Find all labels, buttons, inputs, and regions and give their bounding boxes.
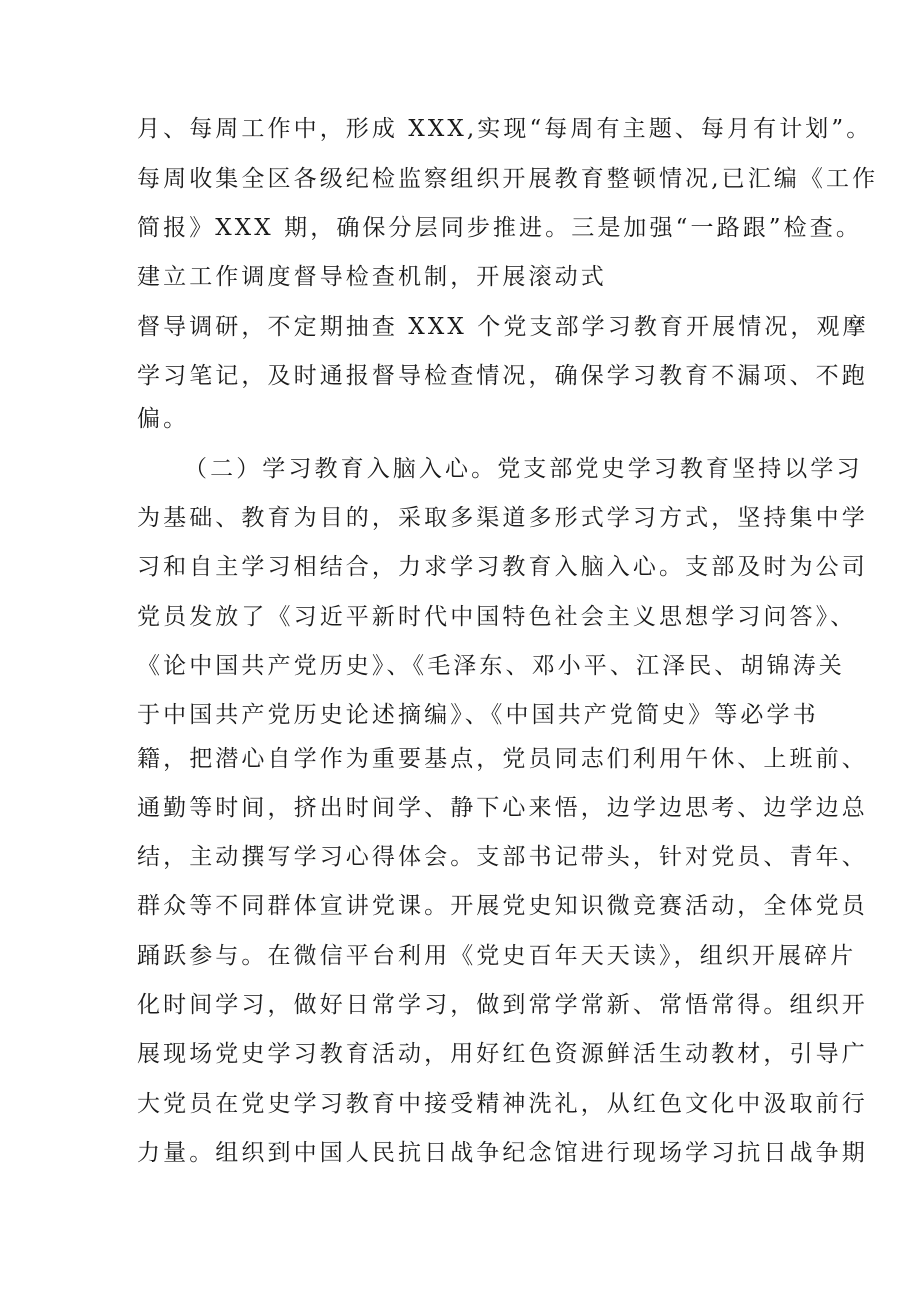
text-line-22: 力量。组织到中国人民抗日战争纪念馆进行现场学习抗日战争期 [137,1140,868,1166]
text-line-15: 通勤等时间，挤出时间学、静下心来悟，边学边思考、边学边总 [137,795,868,821]
text-line-16: 结，主动撰写学习心得体会。支部书记带头，针对党员、青年、 [137,844,868,870]
text-line-21: 大党员在党史学习教育中接受精神洗礼，从红色文化中汲取前行 [137,1091,868,1117]
text-line-19: 化时间学习，做好日常学习，做到常学常新、常悟常得。组织开 [137,992,868,1018]
text-line-11: 党员发放了《习近平新时代中国特色社会主义思想学习问答》、 [137,604,857,630]
text-line-20: 展现场党史学习教育活动，用好红色资源鲜活生动教材，引导广 [137,1041,868,1067]
text-line-5: 督导调研，不定期抽查 XXX 个党支部学习教育开展情况，观摩 [137,314,869,340]
paragraph-heading-2: （二）学习教育入脑入心。党支部党史学习教育坚持以学习 [184,456,863,482]
text-line-7: 偏。 [137,406,190,432]
text-line-13: 于中国共产党历史论述摘编》、《中国共产党简史》等必学书 [137,702,819,728]
text-line-14: 籍，把潜心自学作为重要基点，党员同志们利用午休、上班前、 [137,746,868,772]
text-line-2: 每周收集全区各级纪检监察组织开展教育整顿情况,已汇编《工作 [137,166,879,192]
text-line-10: 习和自主学习相结合，力求学习教育入脑入心。支部及时为公司 [137,554,868,580]
text-line-3: 简报》XXX 期，确保分层同步推进。三是加强“一路跟”检查。 [137,215,862,241]
text-line-4: 建立工作调度督导检查机制，开展滚动式 [137,264,607,290]
text-line-9: 为基础、教育为目的，采取多渠道多形式学习方式，坚持集中学 [137,505,868,531]
text-line-6: 学习笔记，及时通报督导检查情况，确保学习教育不漏项、不跑 [137,363,868,389]
text-line-17: 群众等不同群体宣讲党课。开展党史知识微竞赛活动，全体党员 [137,893,868,919]
text-line-1: 月、每周工作中，形成 XXX,实现“每周有主题、每月有计划”。 [137,116,873,142]
text-line-18: 踊跃参与。在微信平台利用《党史百年天天读》，组织开展碎片 [137,943,857,969]
text-line-12: 《论中国共产党历史》、《毛泽东、邓小平、江泽民、胡锦涛关 [137,653,845,679]
